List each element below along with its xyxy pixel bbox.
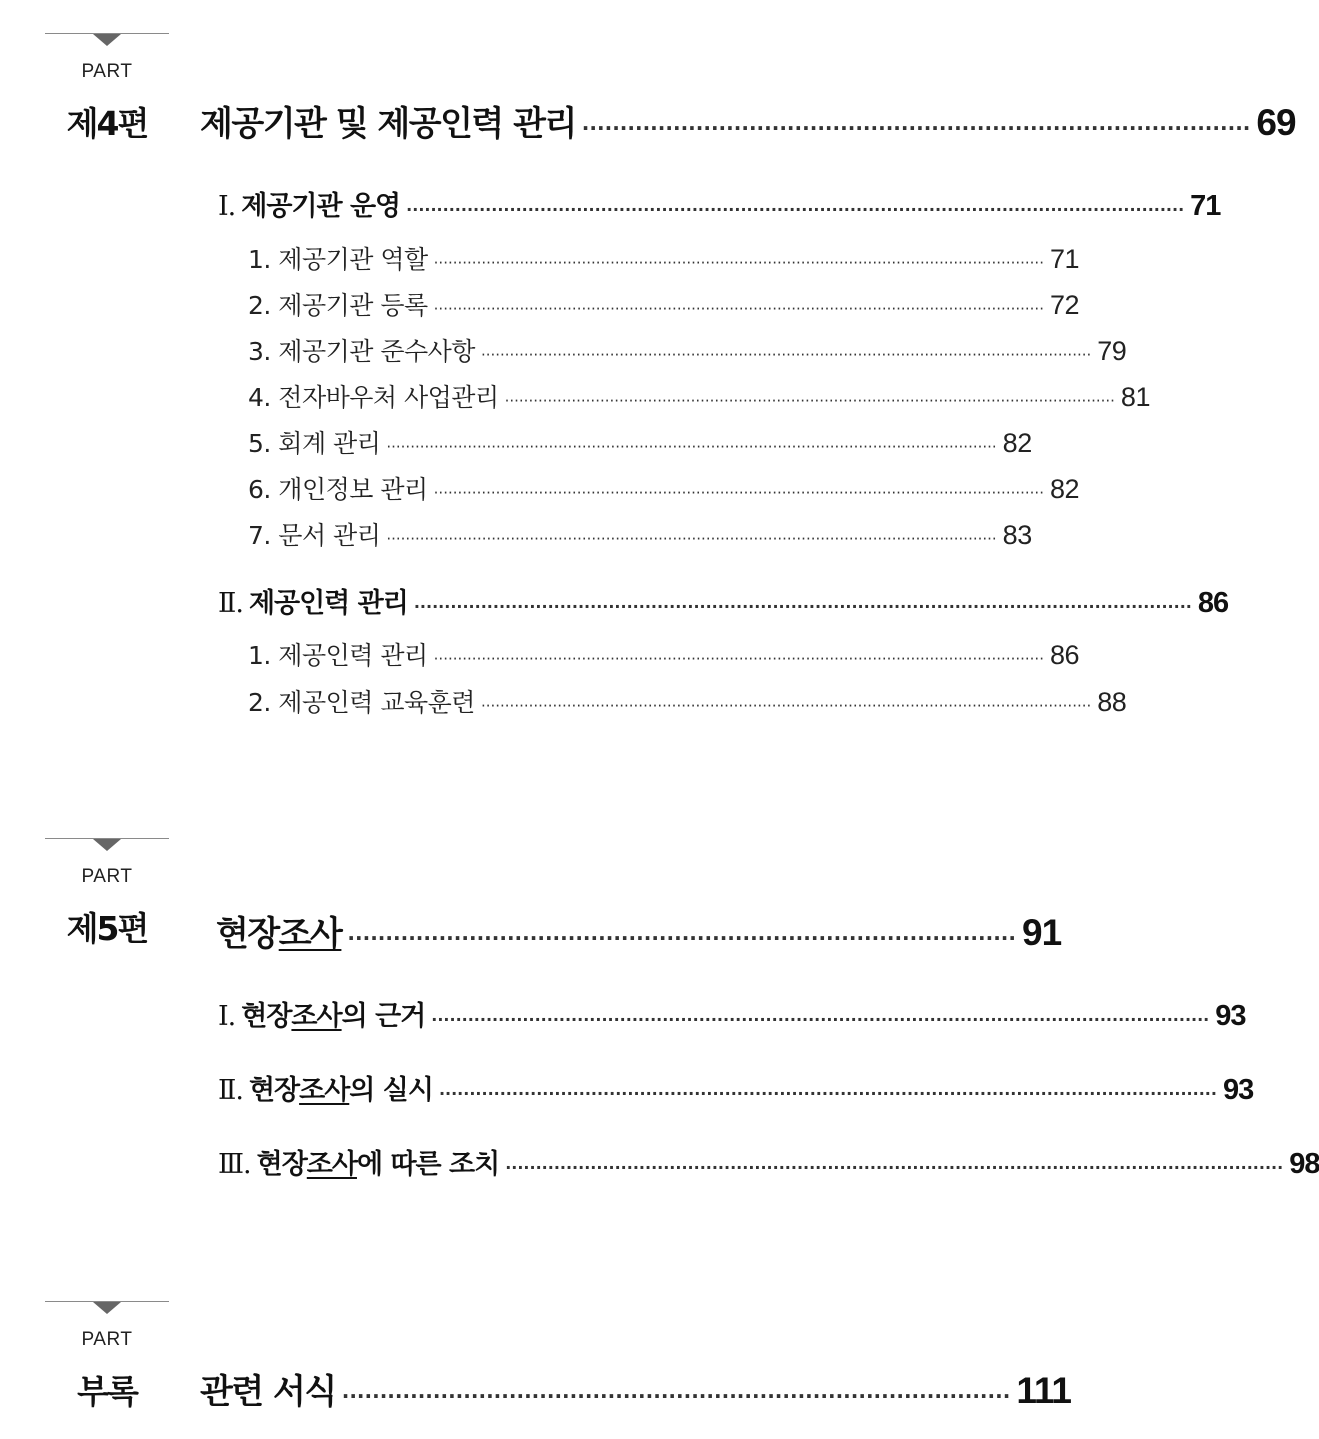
dot-leader: ································································································································ [438,1084,1217,1103]
dot-leader: ································································································································ [433,254,1044,272]
toc-section-row[interactable] [218,994,1246,1033]
dot-leader: ································································································································ [433,484,1044,502]
dot-leader: ································································································································ [433,650,1044,668]
section-title: 제공기관 운영 [241,191,401,222]
page-number: 81 [1120,382,1150,412]
part-label: PART [81,1329,133,1350]
item-title: 1. 제공인력 관리 [248,641,428,670]
dot-leader: ························································································ [341,1384,1011,1408]
part-title: 현장조사 [216,914,342,954]
section-title: 현장조사의 근거 [241,1001,426,1032]
item-title: 1. 제공기관 역할 [248,245,428,274]
page-number: 111 [1016,1370,1071,1411]
item-title: 4. 전자바우처 사업관리 [248,383,499,412]
roman-numeral: Ⅱ. [218,1075,243,1106]
roman-numeral: Ⅰ. [218,191,236,222]
item-title: 2. 제공기관 등록 [248,291,428,320]
page-number: 86 [1049,640,1080,670]
toc-section-row[interactable] [218,1068,1254,1107]
triangle-down-icon [93,34,121,46]
dot-leader: ································································································································ [431,1010,1210,1029]
toc-section-row[interactable] [218,581,1229,620]
page-number: 72 [1049,290,1080,320]
section-title: 현장조사에 따른 조치 [256,1149,500,1180]
page-number: 71 [1049,244,1080,274]
part-title: 제공기관 및 제공인력 관리 [200,104,576,144]
page-number: 79 [1097,336,1127,366]
item-title: 5. 회계 관리 [248,429,381,458]
toc-section-row[interactable] [218,184,1221,223]
toc-item-row[interactable] [248,378,1150,414]
item-title: 7. 문서 관리 [248,521,381,550]
page-number: 93 [1222,1074,1254,1106]
part-label: PART [81,61,133,82]
toc-part4-title-row[interactable] [200,96,1296,145]
part-number: 부록 [77,1372,137,1411]
roman-numeral: Ⅱ. [218,588,243,619]
dot-leader: ························································································ [347,926,1016,950]
section-title: 현장조사의 실시 [248,1075,433,1106]
dot-leader: ························································································ [581,116,1251,140]
page-number: 86 [1197,587,1229,619]
toc-item-row[interactable] [248,516,1032,552]
page-number: 83 [1002,520,1032,550]
page-number: 71 [1190,190,1221,222]
page-number: 91 [1022,912,1062,953]
dot-leader: ································································································································ [386,438,997,456]
page-number: 82 [1002,428,1032,458]
toc-item-row[interactable] [248,636,1080,672]
page-number: 98 [1289,1148,1319,1180]
triangle-down-icon [93,839,121,851]
dot-leader: ································································································································ [504,392,1115,410]
dot-leader: ································································································································ [413,597,1192,616]
part-title: 관련 서식 [200,1372,336,1412]
page-number: 69 [1256,102,1296,143]
roman-numeral: Ⅲ. [218,1149,251,1180]
dot-leader: ································································································································ [433,300,1044,318]
part-number: 제4편 [66,104,148,143]
toc-item-row[interactable] [248,424,1032,460]
dot-leader: ································································································································ [406,200,1185,219]
toc-section-row[interactable] [218,1142,1319,1181]
item-title: 3. 제공기관 준수사항 [248,337,475,366]
toc-item-row[interactable] [248,683,1127,719]
dot-leader: ································································································································ [480,346,1092,364]
toc-item-row[interactable] [248,332,1127,368]
toc-item-row[interactable] [248,470,1080,506]
triangle-down-icon [93,1302,121,1314]
toc-part5-title-row[interactable] [216,906,1062,955]
part-label: PART [81,866,133,887]
section-title: 제공인력 관리 [248,588,408,619]
dot-leader: ································································································································ [505,1158,1284,1177]
dot-leader: ································································································································ [480,697,1092,715]
dot-leader: ································································································································ [386,530,997,548]
toc-item-row[interactable] [248,286,1080,322]
page-number: 88 [1097,687,1127,717]
roman-numeral: Ⅰ. [218,1001,236,1032]
item-title: 2. 제공인력 교육훈련 [248,688,475,717]
page-number: 82 [1049,474,1080,504]
toc-item-row[interactable] [248,240,1080,276]
toc-appendix-title-row[interactable] [200,1364,1071,1413]
item-title: 6. 개인정보 관리 [248,475,428,504]
page-number: 93 [1215,1000,1246,1032]
part-number: 제5편 [66,909,148,948]
